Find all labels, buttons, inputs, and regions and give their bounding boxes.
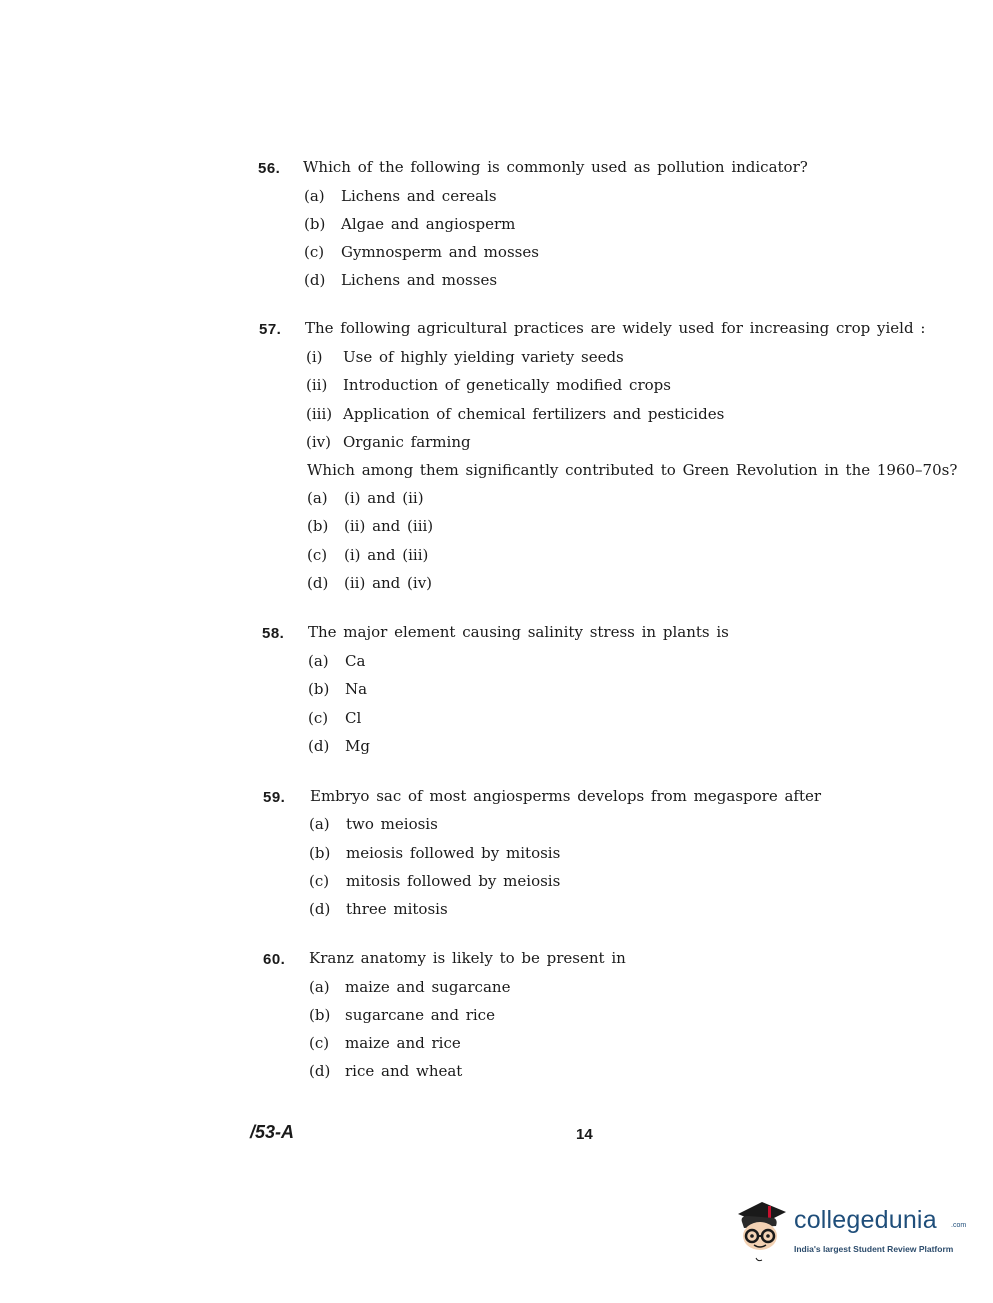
question-followup: Which among them significantly contributed to Green Revolution in the 1960–70s?: [307, 461, 958, 479]
option-label: (d): [307, 574, 329, 592]
option-text: three mitosis: [346, 900, 448, 918]
collegedunia-watermark: [732, 1196, 972, 1268]
option-text: Cl: [345, 709, 362, 727]
option-label: (d): [309, 1062, 331, 1080]
statement-label: (ii): [306, 376, 328, 394]
option-text: Na: [345, 680, 368, 698]
option-label: (b): [307, 517, 329, 535]
option-label: (c): [309, 872, 330, 890]
option-label: (b): [309, 1006, 331, 1024]
statement-label: (i): [306, 348, 323, 366]
option-text: Algae and angiosperm: [341, 215, 516, 233]
brand-domain: .com: [951, 1222, 967, 1229]
option-text: two meiosis: [346, 815, 438, 833]
brand-tagline: India's largest Student Review Platform: [794, 1244, 954, 1254]
option-label: (a): [307, 489, 328, 507]
statement-text: Organic farming: [343, 433, 471, 451]
option-text: maize and rice: [345, 1034, 461, 1052]
option-text: (ii) and (iii): [344, 517, 434, 535]
question-text: Which of the following is commonly used as pollution indicator?: [303, 158, 808, 176]
question-text: The following agricultural practices are widely used for increasing crop yield :: [305, 319, 926, 337]
page-number: 14: [576, 1126, 593, 1143]
option-label: (d): [304, 271, 326, 289]
option-label: (c): [308, 709, 329, 727]
option-label: (a): [309, 815, 330, 833]
question-text: The major element causing salinity stress in plants is: [308, 623, 729, 641]
option-text: Mg: [345, 737, 370, 755]
paper-code: /53-A: [250, 1122, 295, 1142]
option-text: Gymnosperm and mosses: [341, 243, 539, 261]
question-number: 57.: [259, 321, 282, 338]
option-text: meiosis followed by mitosis: [346, 844, 561, 862]
statement-text: Introduction of genetically modified crops: [343, 376, 671, 394]
option-text: mitosis followed by meiosis: [346, 872, 561, 890]
statement-text: Application of chemical fertilizers and pesticides: [343, 405, 725, 423]
statement-label: (iii): [306, 405, 333, 423]
question-number: 58.: [262, 625, 285, 642]
option-text: rice and wheat: [345, 1062, 463, 1080]
option-text: sugarcane and rice: [345, 1006, 495, 1024]
option-label: (b): [304, 215, 326, 233]
option-text: maize and sugarcane: [345, 978, 511, 996]
option-label: (a): [308, 652, 329, 670]
option-text: (i) and (ii): [344, 489, 424, 507]
option-label: (b): [308, 680, 330, 698]
option-text: Lichens and cereals: [341, 187, 497, 205]
option-label: (c): [304, 243, 325, 261]
option-label: (d): [309, 900, 331, 918]
option-label: (d): [308, 737, 330, 755]
option-label: (a): [309, 978, 330, 996]
statement-label: (iv): [306, 433, 331, 451]
question-number: 56.: [258, 160, 281, 177]
option-text: (ii) and (iv): [344, 574, 433, 592]
question-text: Embryo sac of most angiosperms develops from megaspore after: [310, 787, 822, 805]
brand-name: collegedunia: [794, 1206, 937, 1234]
option-label: (a): [304, 187, 325, 205]
mascot-icon: [732, 1196, 794, 1266]
question-text: Kranz anatomy is likely to be present in: [309, 949, 626, 967]
statement-text: Use of highly yielding variety seeds: [343, 348, 624, 366]
question-number: 60.: [263, 951, 286, 968]
option-text: Lichens and mosses: [341, 271, 498, 289]
option-text: (i) and (iii): [344, 546, 429, 564]
option-label: (b): [309, 844, 331, 862]
question-number: 59.: [263, 789, 286, 806]
option-label: (c): [309, 1034, 330, 1052]
option-label: (c): [307, 546, 328, 564]
option-text: Ca: [345, 652, 366, 670]
